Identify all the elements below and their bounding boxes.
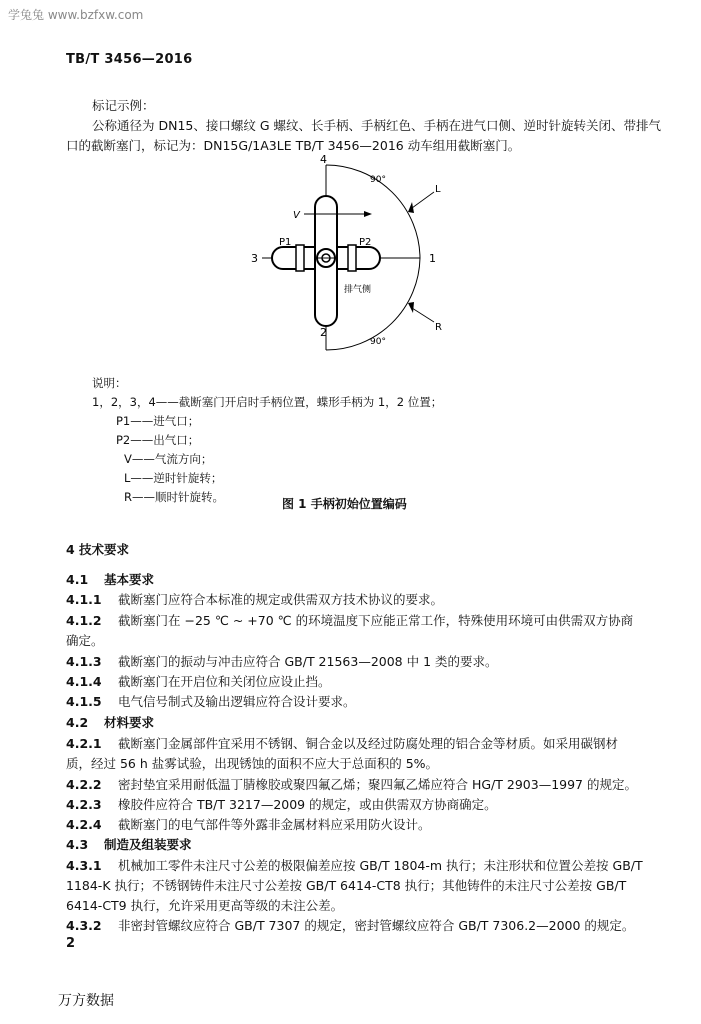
angle-bottom-label: 90° (370, 337, 386, 347)
legend-item: 1，2，3，4——截断塞门开启时手柄位置，蝶形手柄为 1，2 位置； (92, 395, 443, 409)
clause-4-2-4: 4.2.4 截断塞门的电气部件等外露非金属材料应采用防火设计。 (66, 817, 431, 832)
figure-caption: 图 1 手柄初始位置编码 (282, 497, 407, 511)
clause-4-1-3: 4.1.3 截断塞门的振动与冲击应符合 GB/T 21563—2008 中 1 类的要求。 (66, 654, 498, 669)
l-label: L (435, 184, 441, 195)
clause-4-3-1-cont: 1184-K 执行；不锈钢铸件未注尺寸公差按 GB/T 6414-CT8 执行；其他铸件的未注尺寸公差按 GB/T (66, 878, 627, 893)
marking-example-line2: 口的截断塞门，标记为：DN15G/1A3LE TB/T 3456—2016 动车组用截断塞门。 (66, 138, 521, 153)
legend-item: R——顺时针旋转。 (124, 490, 224, 504)
flow-arrow-head (364, 211, 372, 217)
page-number: 2 (66, 936, 76, 951)
section-4-1-heading: 4.1 基本要求 (66, 572, 155, 587)
leader-r (412, 308, 434, 322)
clause-4-3-1-cont: 6414-CT9 执行，允许采用更高等级的未注公差。 (66, 898, 344, 913)
v-label: V (293, 210, 300, 221)
legend-item: P1——进气口； (116, 414, 200, 428)
clause-4-2-1: 4.2.1 截断塞门金属部件宜采用不锈钢、铜合金以及经过防腐处理的铝合金等材质。如采用碳钢材 (66, 736, 619, 751)
position-2-label: 2 (320, 326, 327, 339)
section-4-3-heading: 4.3 制造及组装要求 (66, 837, 192, 852)
clause-4-1-1: 4.1.1 截断塞门应符合本标准的规定或供需双方技术协议的要求。 (66, 592, 444, 607)
legend-title: 说明： (92, 376, 127, 390)
marking-example-line1: 公称通径为 DN15、接口螺纹 G 螺纹、长手柄、手柄红色、手柄在进气口侧、逆时针旋转关闭、带排气 (92, 118, 661, 133)
position-3-label: 3 (251, 252, 258, 265)
section-4-heading: 4 技术要求 (66, 542, 130, 557)
port-p2-boss (348, 245, 356, 271)
clause-4-2-1-cont: 质，经过 56 h 盐雾试验，出现锈蚀的面积不应大于总面积的 5%。 (66, 756, 439, 771)
clause-4-1-5: 4.1.5 电气信号制式及输出逻辑应符合设计要求。 (66, 694, 356, 709)
legend-item: P2——出气口； (116, 433, 200, 447)
clause-4-1-4: 4.1.4 截断塞门在开启位和关闭位应设止挡。 (66, 674, 331, 689)
watermark-bottom: 万方数据 (58, 993, 114, 1009)
position-1-label: 1 (429, 252, 436, 265)
exhaust-side-label: 排气侧 (344, 285, 372, 295)
r-label: R (435, 322, 442, 333)
arc-arrow-bottom (408, 302, 414, 313)
clause-4-3-2: 4.3.2 非密封管螺纹应符合 GB/T 7307 的规定，密封管螺纹应符合 GB/T 7306.2—2000 的规定。 (66, 918, 635, 933)
marking-example-label: 标记示例： (92, 98, 155, 113)
clause-4-1-2: 4.1.2 截断塞门在 −25 ℃ ~ +70 ℃ 的环境温度下应能正常工作，特殊使用环境可由供需双方协商 (66, 613, 634, 628)
clause-4-3-1: 4.3.1 机械加工零件未注尺寸公差的极限偏差应按 GB/T 1804-m 执行；未注形状和位置公差按 GB/T (66, 858, 643, 873)
clause-4-2-2: 4.2.2 密封垫宜采用耐低温丁腈橡胶或聚四氟乙烯；聚四氟乙烯应符合 HG/T 2903—1997 的规定。 (66, 777, 637, 792)
p2-label: P2 (359, 237, 372, 248)
clause-4-1-2-cont: 确定。 (66, 633, 104, 648)
section-4-2-heading: 4.2 材料要求 (66, 715, 155, 730)
angle-top-label: 90° (370, 175, 386, 185)
legend-item: L——逆时针旋转； (124, 471, 223, 485)
p1-label: P1 (279, 237, 292, 248)
port-p1-boss (296, 245, 304, 271)
position-4-label: 4 (320, 153, 327, 166)
leader-l (412, 192, 434, 208)
handle-position-diagram (240, 150, 460, 365)
legend-item: V——气流方向； (124, 452, 213, 466)
standard-code: TB/T 3456—2016 (66, 52, 193, 67)
watermark-top: 学兔兔 www.bzfxw.com (8, 8, 144, 22)
clause-4-2-3: 4.2.3 橡胶件应符合 TB/T 3217—2009 的规定，或由供需双方协商确定。 (66, 797, 497, 812)
